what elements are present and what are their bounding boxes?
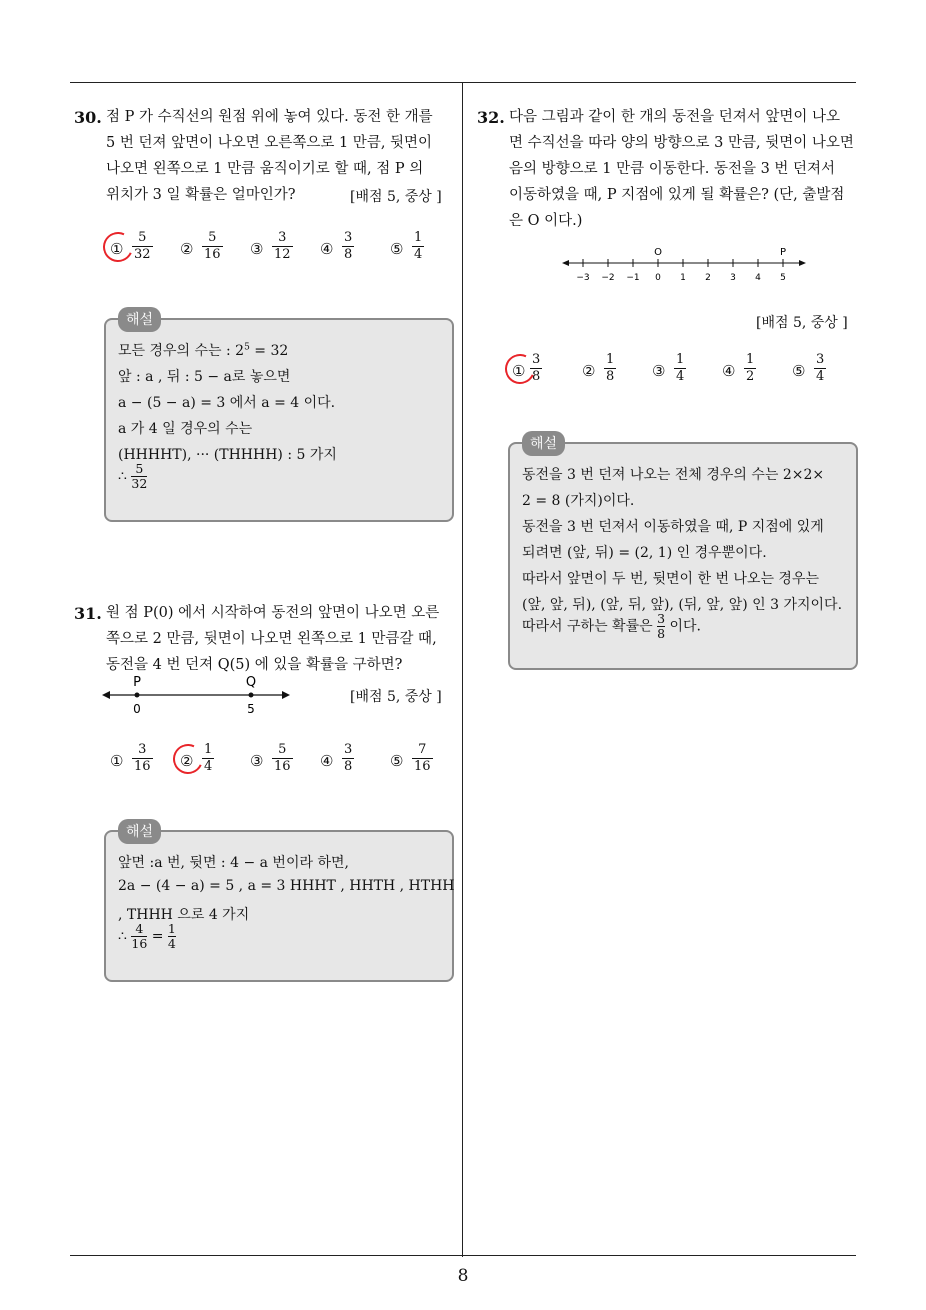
- question-line: 동전을 4 번 던져 Q(5) 에 있을 확률을 구하면?: [106, 657, 403, 673]
- solution-line: a − (5 − a) = 3 에서 a = 4 이다.: [118, 395, 336, 411]
- solution-line: 되려면 (앞, 뒤) = (2, 1) 인 경우뿐이다.: [522, 545, 767, 561]
- solution-answer: ∴ $\frac{5}{32}$: [118, 461, 148, 491]
- tick-label: 2: [705, 273, 711, 283]
- solution-line: 따라서 앞면이 두 번, 뒷면이 한 번 나오는 경우는: [522, 571, 820, 587]
- question-line: 은 O 이다.): [509, 213, 583, 229]
- score-label: [배점 5, 중상 ]: [350, 189, 442, 205]
- tick-label: −3: [576, 273, 590, 283]
- question-number: 30.: [74, 108, 102, 127]
- page-number: 8: [457, 1266, 469, 1286]
- bottom-rule: [70, 1255, 856, 1256]
- solution-tag: 해설: [118, 307, 161, 332]
- solution-tag: 해설: [522, 431, 565, 456]
- solution-line: 2a − (4 − a) = 5 , a = 3 HHHT , HHTH , HTHH: [118, 878, 455, 894]
- tick-label: 0: [655, 273, 661, 283]
- question-text: [106, 600, 454, 678]
- solution-answer: 따라서 구하는 확률은 $\frac{3}{8}$ 이다.: [522, 611, 701, 641]
- question-text: [509, 104, 857, 234]
- solution-line: (HHHHT), ··· (THHHH) : 5 가지: [118, 447, 337, 463]
- number-line-figure: [100, 672, 300, 718]
- question-number: 32.: [477, 108, 505, 127]
- point-p-value: 0: [133, 702, 141, 716]
- score-label: [배점 5, 중상 ]: [756, 315, 848, 331]
- question-line: 5 번 던져 앞면이 나오면 오른쪽으로 1 만큼, 뒷면이: [106, 135, 433, 151]
- solution-answer: ∴ $\frac{4}{16}$ = $\frac{1}{4}$: [118, 921, 176, 951]
- point-p-label: P: [779, 247, 787, 258]
- tick-label: −2: [601, 273, 615, 283]
- question-line: 이동하였을 때, P 지점에 있게 될 확률은? (단, 출발점: [509, 187, 845, 203]
- score-label: [배점 5, 중상 ]: [350, 689, 442, 705]
- top-rule: [70, 82, 856, 83]
- question-line: 면 수직선을 따라 양의 방향으로 3 만큼, 뒷면이 나오면: [509, 135, 854, 151]
- point-q-label: Q: [245, 675, 257, 690]
- question-line: 음의 방향으로 1 만큼 이동한다. 동전을 3 번 던져서: [509, 161, 836, 177]
- tick-label: 3: [730, 273, 736, 283]
- answer-choices: ① $\frac{5}{32}$ ② $\frac{5}{16}$ ③ $\frac{3}{12}$ ④ $\frac{3}{8}$ ⑤ $\frac{1}{4}$: [110, 230, 440, 270]
- point-q-value: 5: [247, 702, 255, 716]
- question-line: 나오면 왼쪽으로 1 만큼 움직이기로 할 때, 점 P 의: [106, 161, 424, 177]
- question-line: 다음 그림과 같이 한 개의 동전을 던져서 앞면이 나오: [509, 109, 841, 125]
- solution-line: 앞면 :a 번, 뒷면 : 4 − a 번이라 하면,: [118, 855, 349, 871]
- solution-line: 동전을 3 번 던져 나오는 전체 경우의 수는 2×2×: [522, 467, 825, 483]
- question-line: 쪽으로 2 만큼, 뒷면이 나오면 왼쪽으로 1 만큼갈 때,: [106, 631, 437, 647]
- tick-label: 4: [755, 273, 761, 283]
- solution-line: 모든 경우의 수는 : $2^5 = 32$: [118, 342, 289, 359]
- question-line: 원 점 P(0) 에서 시작하여 동전의 앞면이 나오면 오른: [106, 605, 440, 621]
- question-line: 점 P 가 수직선의 원점 위에 놓여 있다. 동전 한 개를: [106, 109, 433, 125]
- tick-label: −1: [626, 273, 640, 283]
- number-line-figure: [560, 243, 810, 285]
- answer-choices: ① $\frac{3}{8}$ ② $\frac{1}{8}$ ③ $\frac{1}{4}$ ④ $\frac{1}{2}$ ⑤ $\frac{3}{4}$: [512, 352, 842, 392]
- solution-line: 2 = 8 (가지)이다.: [522, 493, 635, 509]
- point-o-label: O: [654, 247, 662, 258]
- tick-label: 5: [780, 273, 786, 283]
- solution-line: 앞 : a , 뒤 : 5 − a로 놓으면: [118, 369, 291, 385]
- solution-tag: 해설: [118, 819, 161, 844]
- question-line: 위치가 3 일 확률은 얼마인가?: [106, 187, 296, 203]
- point-p-label: P: [133, 675, 141, 690]
- answer-choices: ① $\frac{3}{16}$ ② $\frac{1}{4}$ ③ $\frac{5}{16}$ ④ $\frac{3}{8}$ ⑤ $\frac{7}{16}$: [110, 742, 440, 782]
- solution-line: (앞, 앞, 뒤), (앞, 뒤, 앞), (뒤, 앞, 앞) 인 3 가지이다.: [522, 597, 843, 613]
- solution-line: , THHH 으로 4 가지: [118, 907, 250, 923]
- question-number: 31.: [74, 604, 102, 623]
- solution-line: 동전을 3 번 던져서 이동하였을 때, P 지점에 있게: [522, 519, 824, 535]
- solution-line: a 가 4 일 경우의 수는: [118, 421, 253, 437]
- tick-label: 1: [680, 273, 686, 283]
- column-divider: [462, 82, 463, 1257]
